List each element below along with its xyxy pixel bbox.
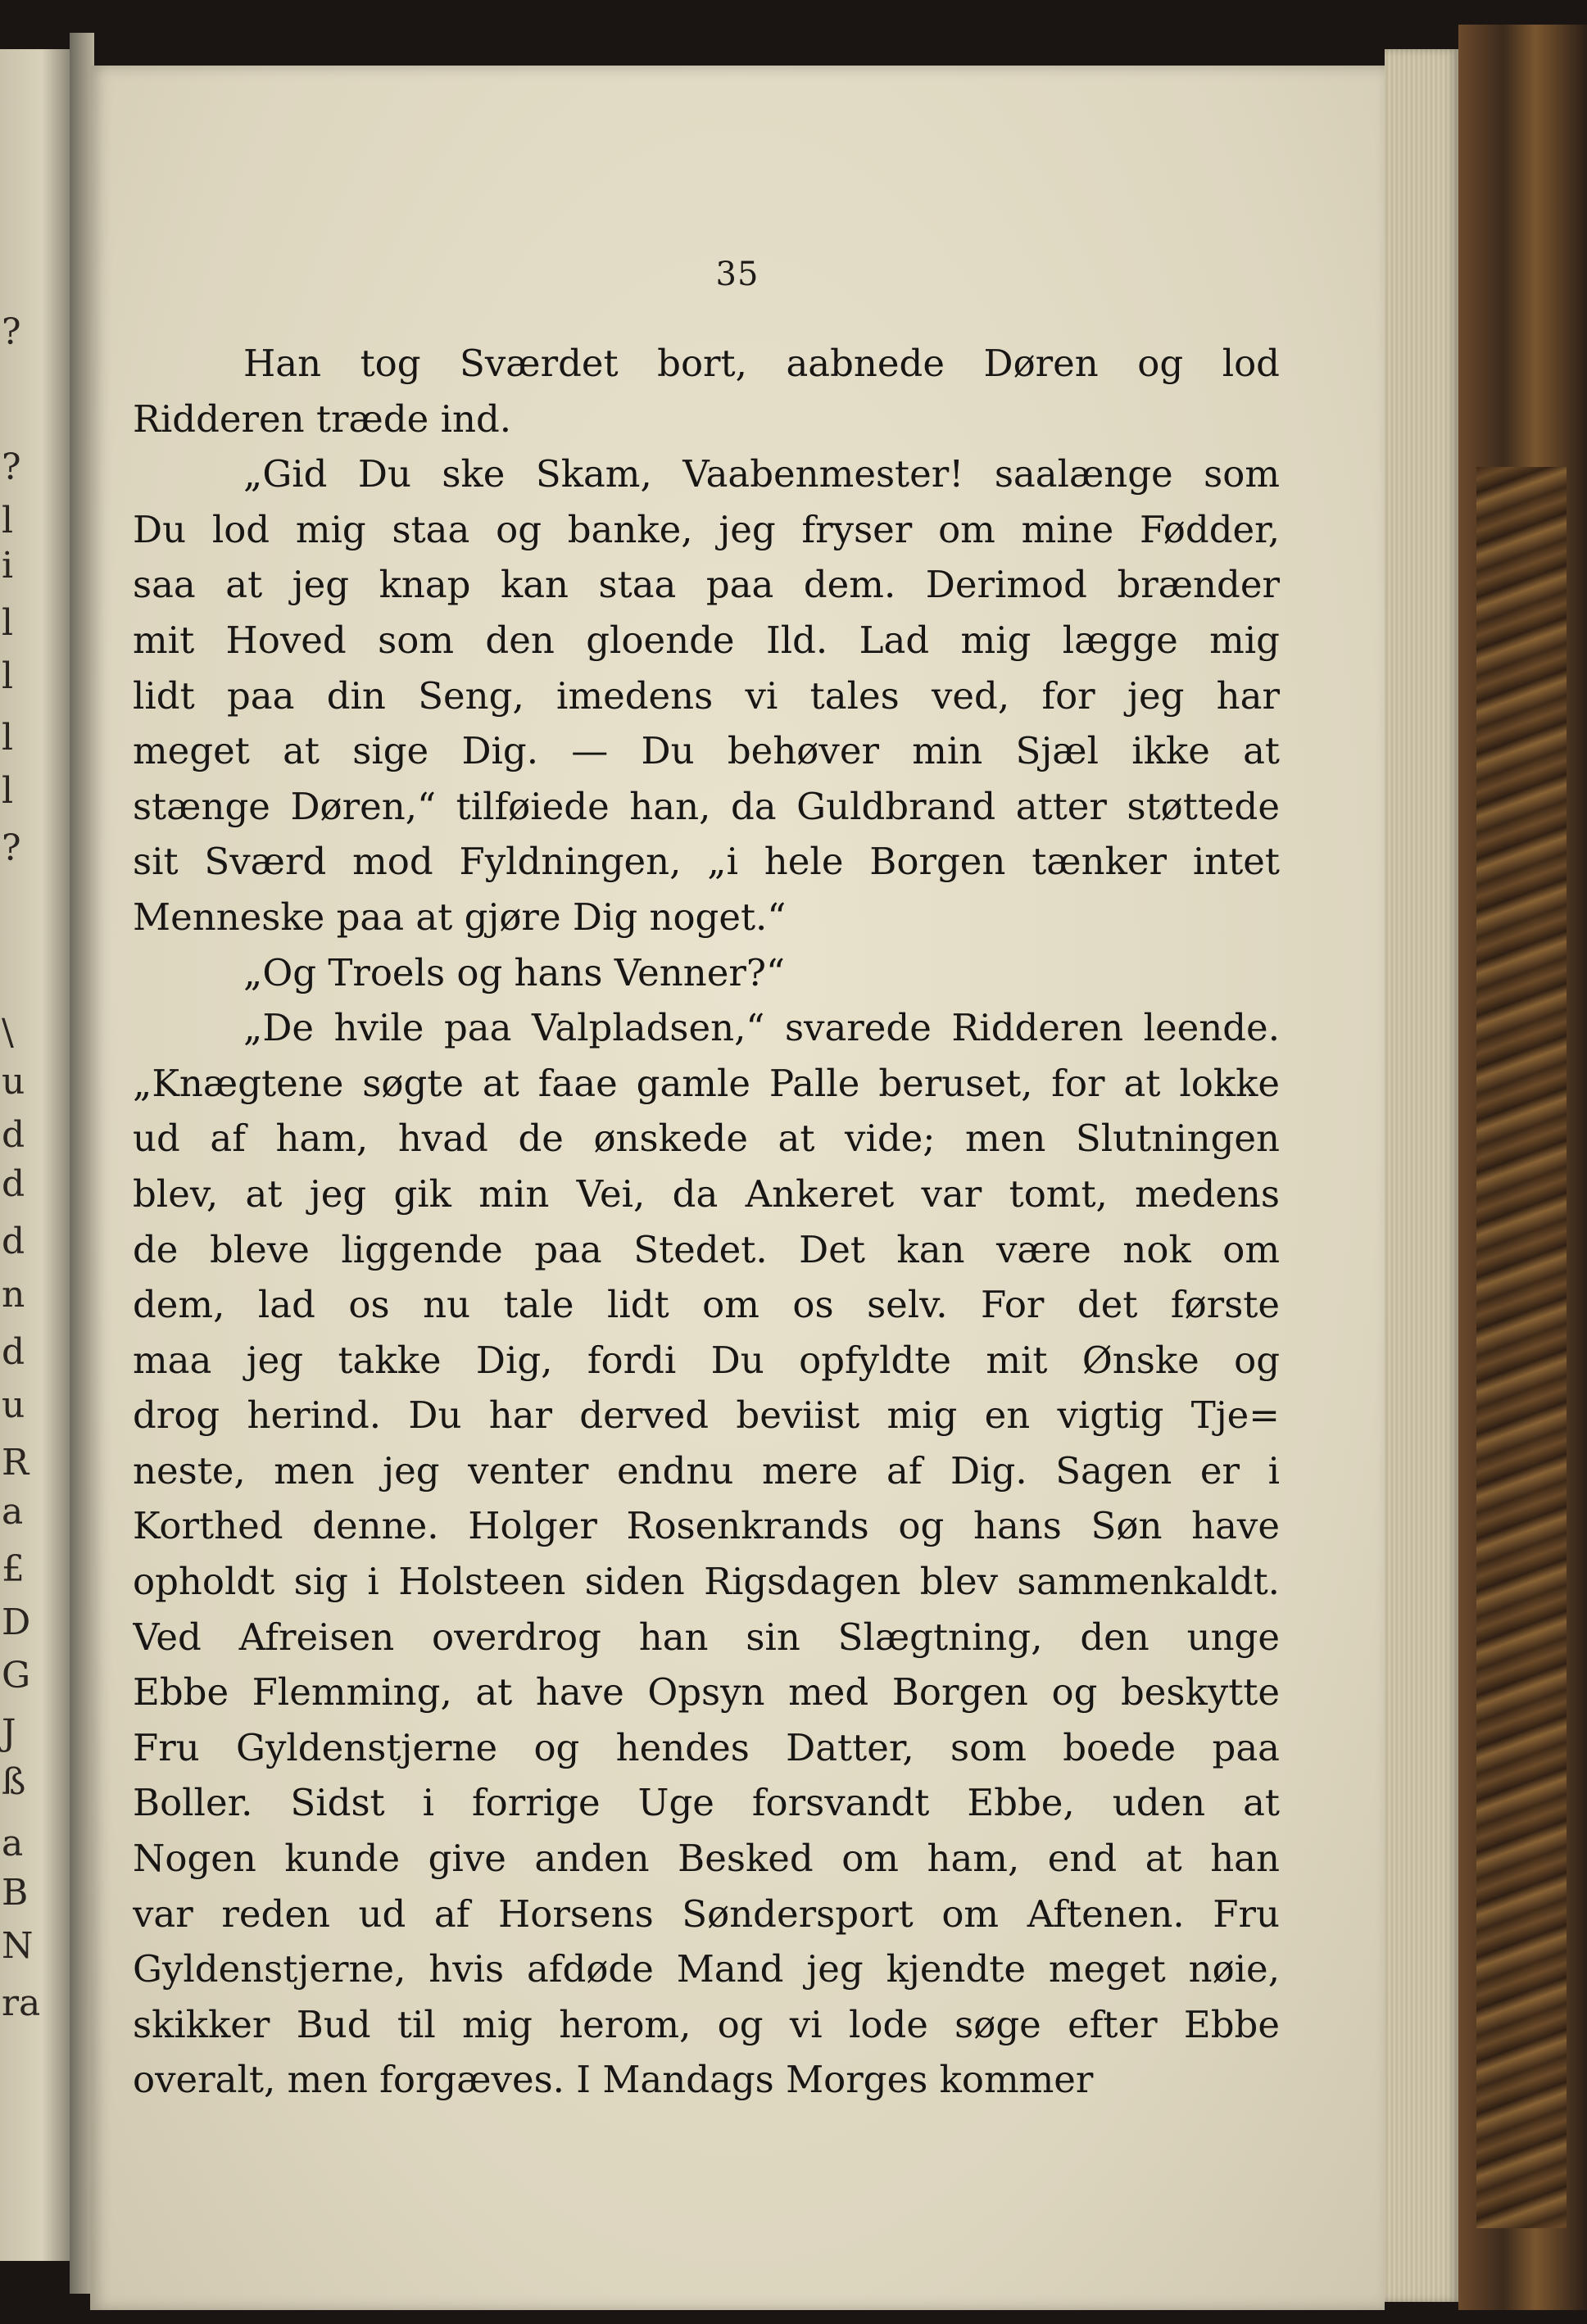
facing-page-letter: ß bbox=[2, 1761, 26, 1803]
page-stack-edge bbox=[1385, 49, 1458, 2302]
book-page bbox=[90, 66, 1385, 2310]
facing-page-letter: B bbox=[2, 1872, 29, 1914]
facing-page-letter: ? bbox=[2, 446, 21, 488]
text-line: var reden ud af Horsens Søndersport om Aftenen. Fru bbox=[133, 1891, 1280, 1936]
facing-page-letter: a bbox=[2, 1823, 24, 1864]
facing-page-letter: l bbox=[2, 717, 14, 759]
facing-page-letter: u bbox=[2, 1384, 25, 1426]
text-line: mit Hoved som den gloende Ild. Lad mig lægge mig bbox=[133, 618, 1280, 662]
text-line: Du lod mig staa og banke, jeg fryser om mine Fødder, bbox=[133, 507, 1280, 551]
text-line: opholdt sig i Holsteen siden Rigsdagen blev sammenkaldt. bbox=[133, 1560, 1280, 1604]
facing-page-letter: n bbox=[2, 1274, 25, 1316]
text-line: „Gid Du ske Skam, Vaabenmester! saalænge som bbox=[243, 452, 1280, 496]
facing-page-letter: £ bbox=[2, 1548, 25, 1590]
text-line: Korthed denne. Holger Rosenkrands og hans Søn have bbox=[133, 1504, 1280, 1548]
text-line: Fru Gyldenstjerne og hendes Datter, som boede paa bbox=[133, 1725, 1280, 1769]
facing-page-letter: d bbox=[2, 1221, 25, 1262]
facing-page-letter: d bbox=[2, 1163, 25, 1205]
text-line: lidt paa din Seng, imedens vi tales ved, for jeg har bbox=[133, 673, 1280, 718]
text-line: Gyldenstjerne, hvis afdøde Mand jeg kjendte meget nøie, bbox=[133, 1947, 1280, 1991]
facing-page-letter: J bbox=[2, 1712, 16, 1754]
facing-page-letter: N bbox=[2, 1925, 34, 1967]
facing-page-letter: l bbox=[2, 770, 14, 812]
facing-page-letter: d bbox=[2, 1114, 25, 1156]
page-number: 35 bbox=[715, 256, 759, 293]
facing-page-letter: i bbox=[2, 545, 14, 587]
facing-page-letter: R bbox=[2, 1442, 29, 1484]
text-line: Ridderen træde ind. bbox=[133, 396, 512, 441]
text-line: Ved Afreisen overdrog han sin Slægtning, den unge bbox=[133, 1615, 1280, 1659]
page-body-text bbox=[133, 336, 1280, 2108]
facing-page-letter: l bbox=[2, 655, 14, 697]
text-line: Han tog Sværdet bort, aabnede Døren og lod bbox=[243, 342, 1280, 385]
text-line: Boller. Sidst i forrige Uge forsvandt Ebbe, uden at bbox=[133, 1781, 1280, 1825]
text-line: maa jeg takke Dig, fordi Du opfyldte mit Ønske og bbox=[133, 1338, 1280, 1382]
facing-page-letter: G bbox=[2, 1655, 31, 1697]
text-line: overalt, men forgæves. I Mandags Morges kommer bbox=[133, 2058, 1094, 2102]
text-line: stænge Døren,“ tilføiede han, da Guldbrand atter støttede bbox=[133, 784, 1280, 828]
text-line: „Knægtene søgte at faae gamle Palle beruset, for at lokke bbox=[133, 1061, 1280, 1105]
left-page-edge bbox=[0, 49, 70, 2261]
text-line: „De hvile paa Valpladsen,“ svarede Ridderen leende. bbox=[243, 1006, 1280, 1050]
facing-page-letter: u bbox=[2, 1061, 25, 1103]
text-line: „Og Troels og hans Venner?“ bbox=[243, 950, 785, 994]
text-line: blev, at jeg gik min Vei, da Ankeret var tomt, medens bbox=[133, 1171, 1280, 1216]
text-line: meget at sige Dig. — Du behøver min Sjæl ikke at bbox=[133, 729, 1280, 773]
text-line: saa at jeg knap kan staa paa dem. Derimod brænder bbox=[133, 563, 1280, 607]
facing-page-letter: \ bbox=[2, 1012, 14, 1053]
facing-page-letter: l bbox=[2, 500, 14, 541]
facing-page-letter: ra bbox=[2, 1982, 41, 2024]
text-line: drog herind. Du har derved beviist mig en vigtig Tje= bbox=[133, 1393, 1280, 1438]
text-line: de bleve liggende paa Stedet. Det kan være nok om bbox=[133, 1227, 1280, 1271]
text-line: skikker Bud til mig herom, og vi lode søge efter Ebbe bbox=[133, 2002, 1280, 2046]
book-cover bbox=[1458, 25, 1587, 2310]
facing-page-letter: ? bbox=[2, 311, 21, 353]
text-line: ud af ham, hvad de ønskede at vide; men Slutningen bbox=[133, 1117, 1280, 1161]
text-line: dem, lad os nu tale lidt om os selv. For det første bbox=[133, 1283, 1280, 1327]
facing-page-letter: d bbox=[2, 1331, 25, 1373]
text-line: neste, men jeg venter endnu mere af Dig. Sagen er i bbox=[133, 1448, 1280, 1493]
facing-page-letter: l bbox=[2, 602, 14, 644]
text-line: sit Sværd mod Fyldningen, „i hele Borgen tænker intet bbox=[133, 840, 1280, 884]
facing-page-letter: ? bbox=[2, 827, 21, 869]
text-line: Menneske paa at gjøre Dig noget.“ bbox=[133, 895, 787, 939]
text-line: Nogen kunde give anden Besked om ham, end at han bbox=[133, 1837, 1280, 1881]
facing-page-letter: a bbox=[2, 1491, 24, 1533]
marbled-cover-pattern bbox=[1476, 467, 1567, 2228]
text-line: Ebbe Flemming, at have Opsyn med Borgen og beskytte bbox=[133, 1670, 1280, 1715]
facing-page-letter: D bbox=[2, 1601, 31, 1643]
